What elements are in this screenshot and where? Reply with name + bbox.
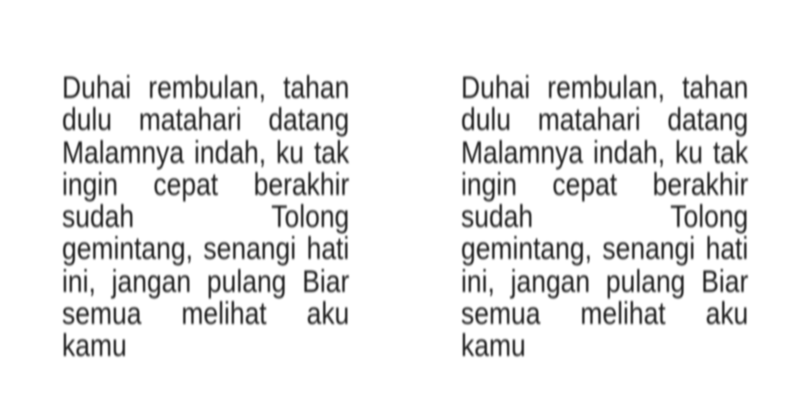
lyric-word: dulu [461, 101, 512, 138]
lyric-word: datang [268, 101, 350, 138]
lyric-word: Duhai [461, 69, 531, 105]
lyric-word: Biar [701, 262, 749, 299]
lyric-line [461, 101, 749, 138]
lyric-word: rembulan, [148, 69, 266, 105]
lyric-line [62, 262, 350, 299]
lyric-word: aku [306, 295, 350, 332]
lyric-word: dulu [62, 101, 113, 138]
lyric-line [62, 165, 350, 202]
lyric-column-left [62, 71, 349, 362]
lyric-column-right [461, 71, 748, 362]
lyric-word: tahan [283, 69, 350, 105]
lyric-word: jangan [111, 262, 192, 299]
lyric-word: hati [306, 230, 350, 267]
lyric-word: cepat [153, 165, 219, 202]
lyric-word: cepat [552, 165, 618, 202]
lyric-word: jangan [510, 262, 591, 299]
lyric-word: berakhir [253, 165, 350, 202]
lyric-word: ini, [62, 262, 96, 299]
lyric-word: gemintang, [461, 230, 592, 267]
lyric-word: Tolong [271, 198, 350, 235]
lyric-word: hati [705, 230, 749, 267]
lyric-word: kamu [461, 327, 526, 364]
lyric-word: semua [461, 295, 541, 332]
lyric-word: melihat [181, 295, 267, 332]
lyric-line [62, 101, 350, 138]
lyric-word: gemintang, [62, 230, 193, 267]
lyric-line [62, 327, 349, 364]
lyric-line [461, 198, 749, 235]
lyric-line [62, 71, 349, 103]
lyric-line [461, 295, 749, 332]
lyric-word: Malamnya [461, 133, 584, 170]
lyric-word: ini, [461, 262, 495, 299]
lyric-word: tak [712, 133, 749, 170]
lyric-word: kamu [62, 327, 127, 364]
lyric-word: indah, [194, 133, 267, 170]
lyric-line [62, 133, 350, 170]
lyric-word: pulang [206, 262, 287, 299]
lyric-word: pulang [605, 262, 686, 299]
lyric-word: sudah [62, 198, 135, 235]
lyric-word: tak [313, 133, 350, 170]
lyric-word: matahari [138, 101, 242, 138]
lyric-line [461, 262, 749, 299]
lyric-line [461, 327, 748, 364]
lyric-word: senangi [203, 230, 297, 267]
lyric-line [62, 295, 350, 332]
lyric-line [461, 133, 749, 170]
lyric-word: sudah [461, 198, 534, 235]
lyric-word: semua [62, 295, 142, 332]
lyric-word: aku [705, 295, 749, 332]
lyric-word: rembulan, [547, 69, 665, 105]
lyric-word: matahari [537, 101, 641, 138]
lyric-word: Duhai [62, 69, 132, 105]
lyric-line [461, 165, 749, 202]
lyric-line [461, 71, 748, 103]
lyric-word: Malamnya [62, 133, 185, 170]
lyric-word: Tolong [670, 198, 749, 235]
lyric-line [62, 198, 350, 235]
lyric-line [62, 230, 350, 267]
lyric-line [461, 230, 749, 267]
lyric-word: berakhir [652, 165, 749, 202]
lyric-word: ku [675, 133, 704, 170]
lyric-word: ingin [461, 165, 517, 202]
lyric-word: melihat [580, 295, 666, 332]
lyric-word: ingin [62, 165, 118, 202]
lyric-word: tahan [682, 69, 749, 105]
lyric-word: senangi [602, 230, 696, 267]
lyric-word: indah, [593, 133, 666, 170]
lyric-word: datang [667, 101, 749, 138]
lyric-word: ku [276, 133, 305, 170]
lyric-word: Biar [302, 262, 350, 299]
